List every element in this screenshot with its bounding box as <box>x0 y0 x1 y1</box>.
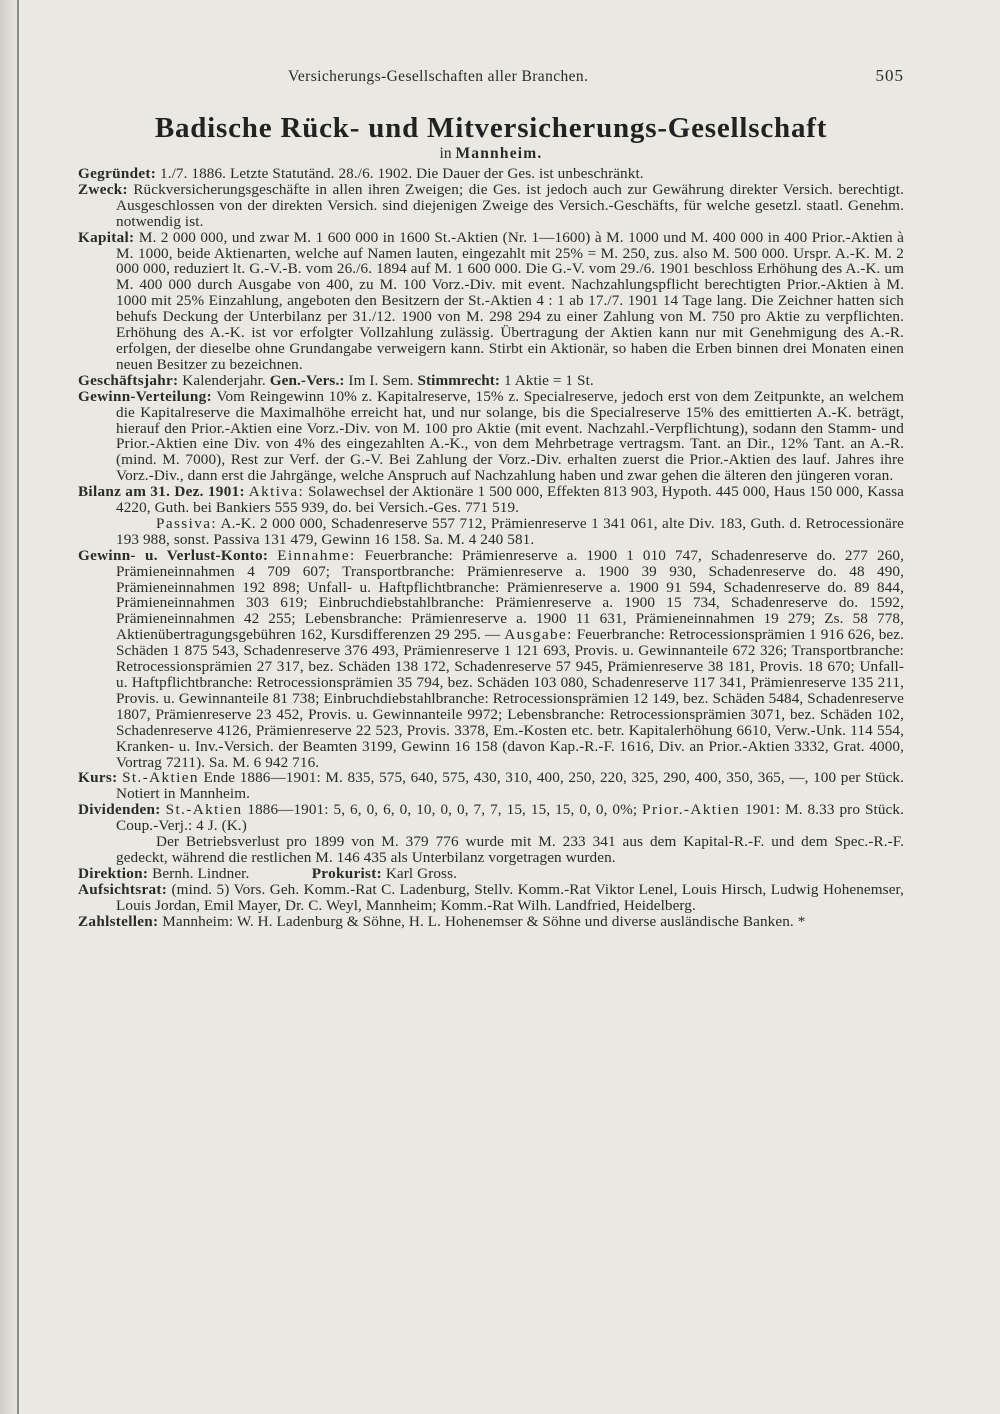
zweck-label: Zweck: <box>78 180 128 198</box>
zweck-text: Rückversicherungsgeschäfte in allen ihren Zweigen; die Ges. ist jedoch auch zur Gewährung direkter Versich. berechtigt. Ausgeschlossen von der direkten Versich. sind diejenigen Zweige des Versich.-Geschäfts, für welche gesetzl. staatl. Genehm. notwendig ist. <box>116 180 904 230</box>
section-geschaeftsjahr <box>78 373 904 389</box>
kapital-label: Kapital: <box>78 228 135 246</box>
aufsichtsrat-text: (mind. 5) Vors. Geh. Komm.-Rat C. Ladenburg, Stellv. Komm.-Rat Viktor Lenel, Louis Hirsch, Ludwig Hohenemser, Louis Jordan, Emil Mayer, Dr. C. Weyl, Mannheim; Komm.-Rat Wilh. Landfried, Heidelberg. <box>116 880 904 914</box>
section-zahlstellen <box>78 914 904 930</box>
ausgabe-text: Feuerbranche: Retrocessionsprämien 1 916 626, bez. Schäden 1 875 543, Schadenreserve 376 493, Prämienreserve 1 121 693, Provis. u. Gewinnanteile 672 326; Transportbranche: Retrocessionsprämien 27 317, bez. Schäden 138 172, Schadenreserve 57 945, Prämienreserve 38 181, Provis. 18 670; Unfall- u. Haftpflichtbranche: Retrocessionsprämien 35 794, bez. Schäden 103 080, Schadenreserve 117 341, Prämienreserve 135 211, Provis. u. Gewinnanteile 81 738; Einbruchdiebstahlbranche: Retrocessionsprämien 12 149, bez. Schäden 5484, Schadenreserve 1807, Prämienreserve 23 452, Provis. u. Gewinnanteile 9972; Lebensbranche: Retrocessionsprämien 3071, bez. Schäden 102, Schadenreserve 4126, Prämienreserve 22 523, Provis. 3378, Em.-Kosten etc. betr. Kapitalerhöhung 6610, Verw.-Unk. 114 554, Kranken- u. Inv.-Versich. der Beamten 3199, Gewinn 16 158 (davon Kap.-R.-F. 1616, Div. an Prior.-Aktien 3332, Grat. 4000, Vortrag 7211). Sa. M. 6 942 716. <box>116 626 905 771</box>
section-bilanz <box>78 484 904 516</box>
section-zweck <box>78 182 904 230</box>
dividenden-prior-class: Prior.-Aktien <box>642 801 741 819</box>
page-binding-edge <box>0 0 18 1414</box>
page-number: 505 <box>875 66 904 85</box>
einnahme-label: Einnahme: <box>277 546 356 564</box>
dividenden-prior-text: 1901: M. 8.33 pro Stück. Coup.-Verj.: 4 J. (K.) <box>116 801 904 835</box>
aktiva-label: Aktiva: <box>248 483 305 501</box>
dividenden-label: Dividenden: <box>78 801 161 819</box>
direktion-label: Direktion: <box>78 864 149 882</box>
zahlstellen-text: Mannheim: W. H. Ladenburg & Söhne, H. L. Hohenemser & Söhne und diverse ausländische Banken. <box>162 912 794 930</box>
kurs-label: Kurs: <box>78 769 118 787</box>
geschaeftsjahr-text: Kalenderjahr. <box>182 371 266 389</box>
gewinn-verteilung-label: Gewinn-Verteilung: <box>78 387 212 405</box>
page-binding-line <box>17 0 19 1414</box>
gewinn-verlust-label: Gewinn- u. Verlust-Konto: <box>78 546 269 564</box>
passiva-label: Passiva: <box>156 514 217 532</box>
kapital-text: M. 2 000 000, und zwar M. 1 600 000 in 1600 St.-Aktien (Nr. 1—1600) à M. 1000 und M. 400 000 in 400 Prior.-Aktien à M. 1000, beide Aktienarten, welche auf Namen lauten, eingezahlt mit 25% = M. 250, zus. also M. 500 000. Urspr. A.-K. M. 2 000 000, reduziert lt. G.-V.-B. vom 26./6. 1894 auf M. 1 600 000. Die G.-V. vom 29./6. 1901 beschloss Erhöhung des A.-K. um M. 400 000 durch Ausgabe von 400, zu M. 100 Vorz.-Div. mit event. Nachzahlungspflicht berechtigten Prior.-Aktien à M. 1000 mit 25% Einzahlung, angeboten den Besitzern der St.-Aktien 4 : 1 ab 17./7. 1901 14 Tage lang. Die Zeichner hatten sich behufs Deckung der Unterbilanz per 31./12. 1900 von M. 298 294 zu einer Zahlung von M. 750 pro Aktie zu verpflichten. Erhöhung des A.-K. ist vor erfolgter Vollzahlung zulässig. Übertragung der Aktien kann nur mit Genehmigung des A.-R. erfolgen, der dieselbe ohne Grundangabe verweigern kann. Stirbt ein Aktionär, so haben die Erben binnen drei Monaten einen neuen Besitzer zu bezeichnen. <box>116 228 904 373</box>
company-name: Badische Rück- und Mitversicherungs-Gesellschaft <box>154 112 828 144</box>
section-gewinn-verteilung <box>78 389 904 484</box>
gegruendet-text: 1./7. 1886. Letzte Statutänd. 28./6. 1902. Die Dauer der Ges. ist unbeschränkt. <box>160 165 644 182</box>
bilanz-label: Bilanz am 31. Dez. 1901: <box>78 483 245 501</box>
dividenden-note <box>78 834 904 866</box>
prokurist-label: Prokurist: <box>311 864 382 882</box>
aktiva-text: Solawechsel der Aktionäre 1 500 000, Effekten 813 903, Hypoth. 445 000, Haus 150 000, Kassa 4220, Guth. bei Bankiers 555 939, do. bei Versich.-Ges. 771 519. <box>116 483 904 517</box>
kurs-text: Ende 1886—1901: M. 835, 575, 640, 575, 430, 310, 400, 250, 220, 325, 290, 400, 350, 365, —, 100 per Stück. Notiert in Mannheim. <box>116 769 905 803</box>
gewinn-verteilung-text: Vom Reingewinn 10% z. Kapitalreserve, 15% z. Specialreserve, jedoch erst von dem Zeitpunkte, an welchem die Kapitalreserve die Maximalhöhe erreicht hat, und nur solange, bis die Specialreserve 15% des emittierten A.-K. beträgt, hierauf den Prior.-Aktien eine Vorz.-Div. von M. 100 pro Aktie (mit event. Nachzahl.-Verpflichtung), sodann den Stamm- und Prior.-Aktien eine Div. von 4% des eingezahlten A.-K., von dem Mehrbetrage vertragsm. Tant. an Dir., 12% Tant. an A.-R. (mind. M. 7000), Rest zur Verf. der G.-V. Bei Zahlung der Vorz.-Div. erhalten zuerst die Prior.-Aktien des lauf. Jahres ihre Vorz.-Div., dann erst die Jahrgänge, welche Anspruch auf Nachzahlung haben und zwar gehen die älteren den jüngeren voran. <box>116 387 904 485</box>
einnahme-text: Feuerbranche: Prämienreserve a. 1900 1 010 747, Schadenreserve do. 277 260, Prämieneinnahmen 4 709 607; Transportbranche: Prämienreserve a. 1900 39 930, Schadenreserve do. 48 490, Prämieneinnahmen 192 898; Unfall- u. Haftpflichtbranche: Prämienreserve a. 1900 91 594, Schadenreserve do. 89 844, Prämieneinnahmen 303 619; Einbruchdiebstahlbranche: Prämienreserve a. 1900 15 734, Schadenreserve do. 1592, Prämieneinnahmen 42 255; Lebensbranche: Prämienreserve a. 1900 11 631, Prämieneinnahmen 19 279; Zs. 58 778, Aktienübertragungsgebühren 162, Kursdifferenzen 29 295. — <box>116 546 904 644</box>
ausgabe-label: Ausgabe: <box>504 626 573 644</box>
section-direktion <box>78 866 904 882</box>
gegruendet-label: Gegründet: <box>78 165 157 182</box>
running-head-title: Versicherungs-Gesellschaften aller Branchen. <box>288 68 589 85</box>
section-kurs <box>78 770 904 802</box>
geschaeftsjahr-label: Geschäftsjahr: <box>78 371 179 389</box>
section-dividenden <box>78 802 904 834</box>
section-gewinn-verlust <box>78 548 904 771</box>
stimmrecht-text: 1 Aktie = 1 St. <box>503 371 594 389</box>
company-location <box>78 144 904 164</box>
dividenden-note-text: Der Betriebsverlust pro 1899 von M. 379 776 wurde mit M. 233 341 aus dem Kapital-R.-F. und dem Spec.-R.-F. gedeckt, während die restlichen M. 146 435 als Unterbilanz vorgetragen wurden. <box>116 833 904 866</box>
section-aufsichtsrat <box>78 882 904 914</box>
gen-vers-label: Gen.-Vers.: <box>269 371 345 389</box>
section-gegruendet <box>78 166 904 182</box>
aufsichtsrat-label: Aufsichtsrat: <box>78 880 168 898</box>
location-city: Mannheim. <box>455 145 543 162</box>
dividenden-share-class: St.-Aktien <box>165 801 243 819</box>
kurs-share-class: St.-Aktien <box>122 769 199 787</box>
passiva-text: A.-K. 2 000 000, Schadenreserve 557 712, Prämienreserve 1 341 061, alte Div. 183, Guth. d. Retrocessionäre 193 988, sonst. Passiva 131 479, Gewinn 16 158. Sa. M. 4 240 581. <box>116 514 905 548</box>
zahlstellen-label: Zahlstellen: <box>78 912 159 930</box>
location-prefix: in <box>439 145 452 162</box>
end-mark: * <box>797 912 806 930</box>
section-bilanz-passiva <box>78 516 904 548</box>
section-kapital <box>78 230 904 373</box>
direktion-text: Bernh. Lindner. <box>152 864 250 882</box>
gen-vers-text: Im I. Sem. <box>348 371 414 389</box>
dividenden-text: 1886—1901: 5, 6, 0, 6, 0, 10, 0, 0, 7, 7, 15, 15, 15, 0, 0, 0%; <box>247 801 638 819</box>
running-head <box>78 68 904 96</box>
page-content <box>78 68 904 930</box>
prokurist-text: Karl Gross. <box>385 864 457 882</box>
stimmrecht-label: Stimmrecht: <box>417 371 501 389</box>
